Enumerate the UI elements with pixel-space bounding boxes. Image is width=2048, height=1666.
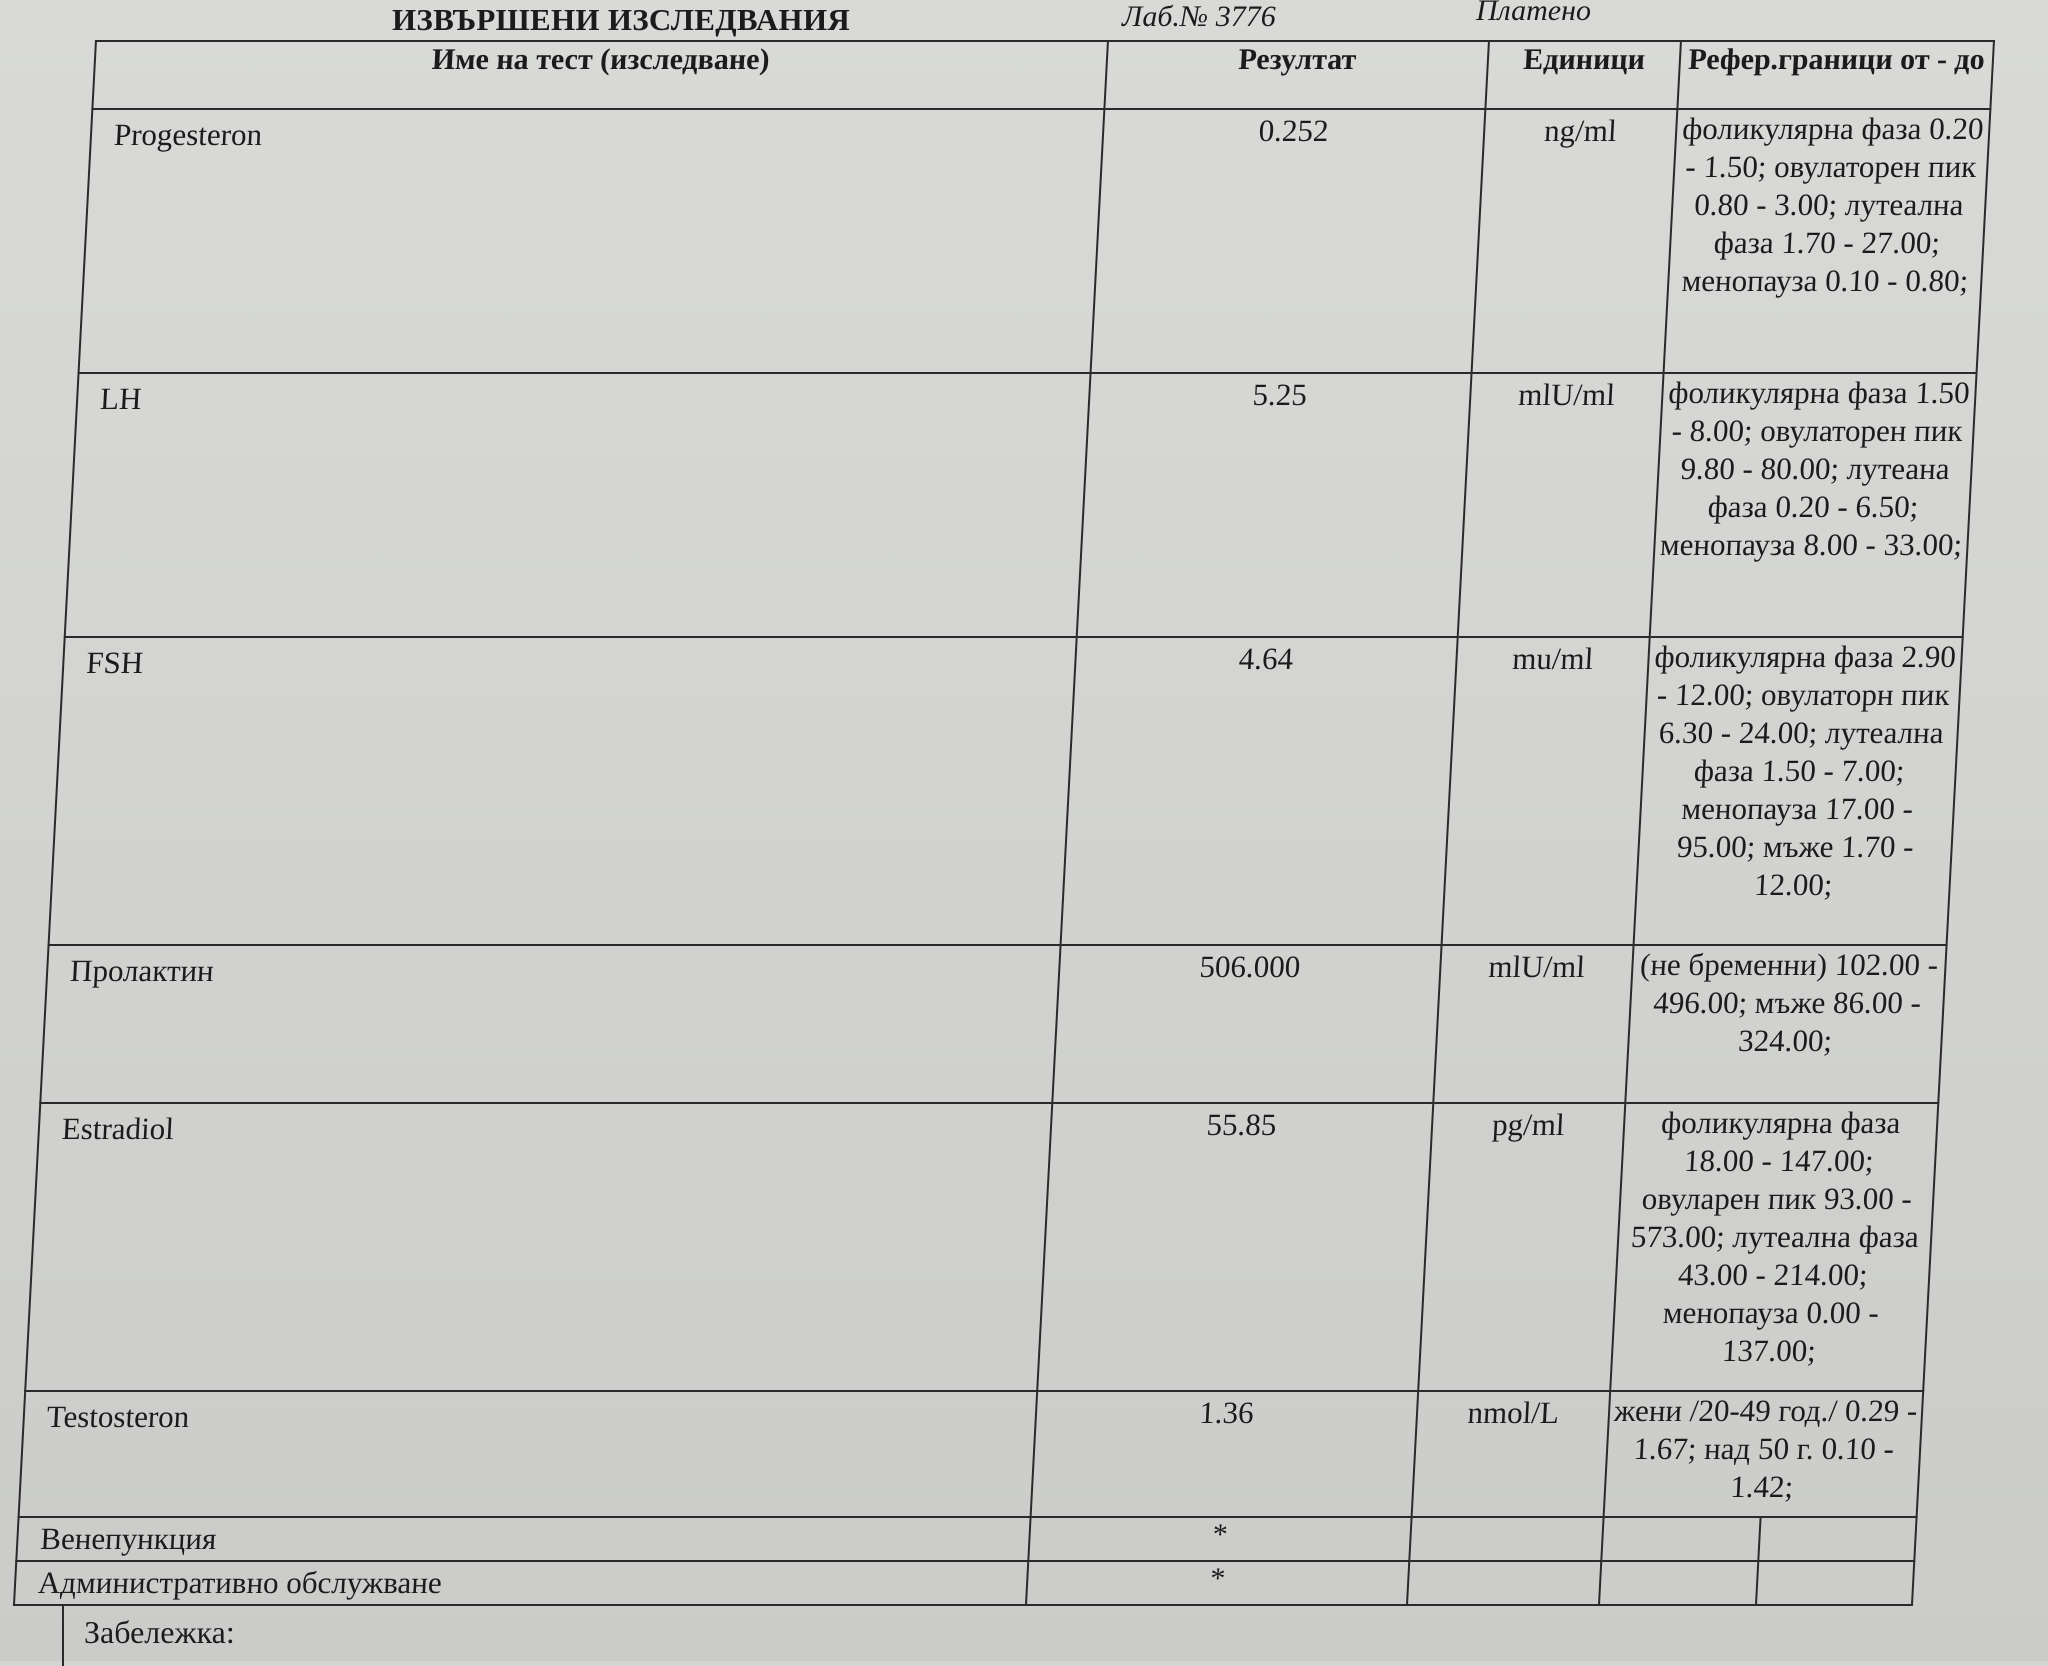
test-result: 5.25: [1251, 377, 1308, 412]
test-reference-range: (не бременни) 102.00 - 496.00; мъже 86.00 - 324.00;: [1639, 947, 1940, 1058]
test-units: mlU/ml: [1517, 377, 1616, 412]
table-row: [40, 945, 1946, 1103]
test-units: mu/ml: [1511, 641, 1595, 676]
test-name: Пролактин: [69, 953, 215, 988]
test-reference-range: жени /20-49 год./ 0.29 - 1.67; над 50 г. 0.10 - 1.42;: [1613, 1393, 1919, 1504]
test-name: LH: [99, 381, 143, 416]
col-header-result: Резултат: [1104, 41, 1489, 109]
table-row: [79, 109, 1991, 373]
test-name: Progesteron: [113, 117, 264, 152]
test-result: 1.36: [1198, 1395, 1255, 1430]
col-header-name: Име на тест (изследване): [92, 41, 1107, 109]
service-ref-empty: [1599, 1561, 1914, 1605]
service-name: Венепункция: [39, 1521, 218, 1556]
test-units: pg/ml: [1491, 1107, 1566, 1142]
table-row: [19, 1391, 1924, 1517]
test-name: Testosteron: [45, 1399, 191, 1434]
results-table: [13, 40, 1995, 1606]
test-result: 55.85: [1205, 1107, 1278, 1142]
service-row: [14, 1561, 1914, 1605]
test-name: FSH: [85, 645, 145, 680]
service-result: *: [1209, 1562, 1227, 1595]
table-row: [25, 1103, 1938, 1391]
test-reference-range: фоликулярна фаза 2.90 - 12.00; овулаторн пик 6.30 - 24.00; лутеална фаза 1.50 - 7.00; менопауза 17.00 - 95.00; мъже 1.70 - 12.00;: [1653, 639, 1957, 902]
test-reference-range: фоликулярна фаза 0.20 - 1.50; овулаторен пик 0.80 - 3.00; лутеална фаза 1.70 - 27.00; менопауза 0.10 - 0.80;: [1680, 111, 1985, 298]
service-units-empty: [1410, 1517, 1604, 1561]
table-row: [65, 373, 1977, 637]
test-result: 4.64: [1237, 641, 1295, 676]
report-title: ИЗВЪРШЕНИ ИЗСЛЕДВАНИЯ: [392, 2, 851, 37]
test-units: nmol/L: [1466, 1395, 1560, 1430]
lab-number: Лаб.№ 3776: [1122, 0, 1276, 33]
service-row: [16, 1517, 1916, 1561]
test-name: Estradiol: [61, 1111, 175, 1146]
col-header-units: Единици: [1486, 41, 1682, 109]
table-row: [49, 637, 1963, 945]
service-result: *: [1211, 1518, 1229, 1551]
test-result: 0.252: [1257, 113, 1330, 148]
service-units-empty: [1407, 1561, 1601, 1605]
note-box-edge: [62, 1606, 64, 1666]
test-units: ng/ml: [1543, 113, 1618, 148]
table-header-row: [92, 41, 1994, 109]
service-ref-empty: [1602, 1517, 1917, 1561]
service-name: Административно обслужване: [37, 1565, 443, 1600]
test-units: mlU/ml: [1487, 949, 1586, 984]
test-reference-range: фоликулярна фаза 18.00 - 147.00; овуларен пик 93.00 - 573.00; лутеална фаза 43.00 - 214.00; менопауза 0.00 - 137.00;: [1630, 1105, 1920, 1368]
test-reference-range: фоликулярна фаза 1.50 - 8.00; овулаторен пик 9.80 - 80.00; лутеана фаза 0.20 - 6.50; менопауза 8.00 - 33.00;: [1659, 375, 1971, 562]
payment-status: Платено: [1476, 0, 1591, 27]
test-result: 506.000: [1198, 949, 1302, 984]
note-label: Забележка:: [84, 1614, 235, 1650]
col-header-ref: Рефер.граници от - до: [1678, 41, 1994, 109]
